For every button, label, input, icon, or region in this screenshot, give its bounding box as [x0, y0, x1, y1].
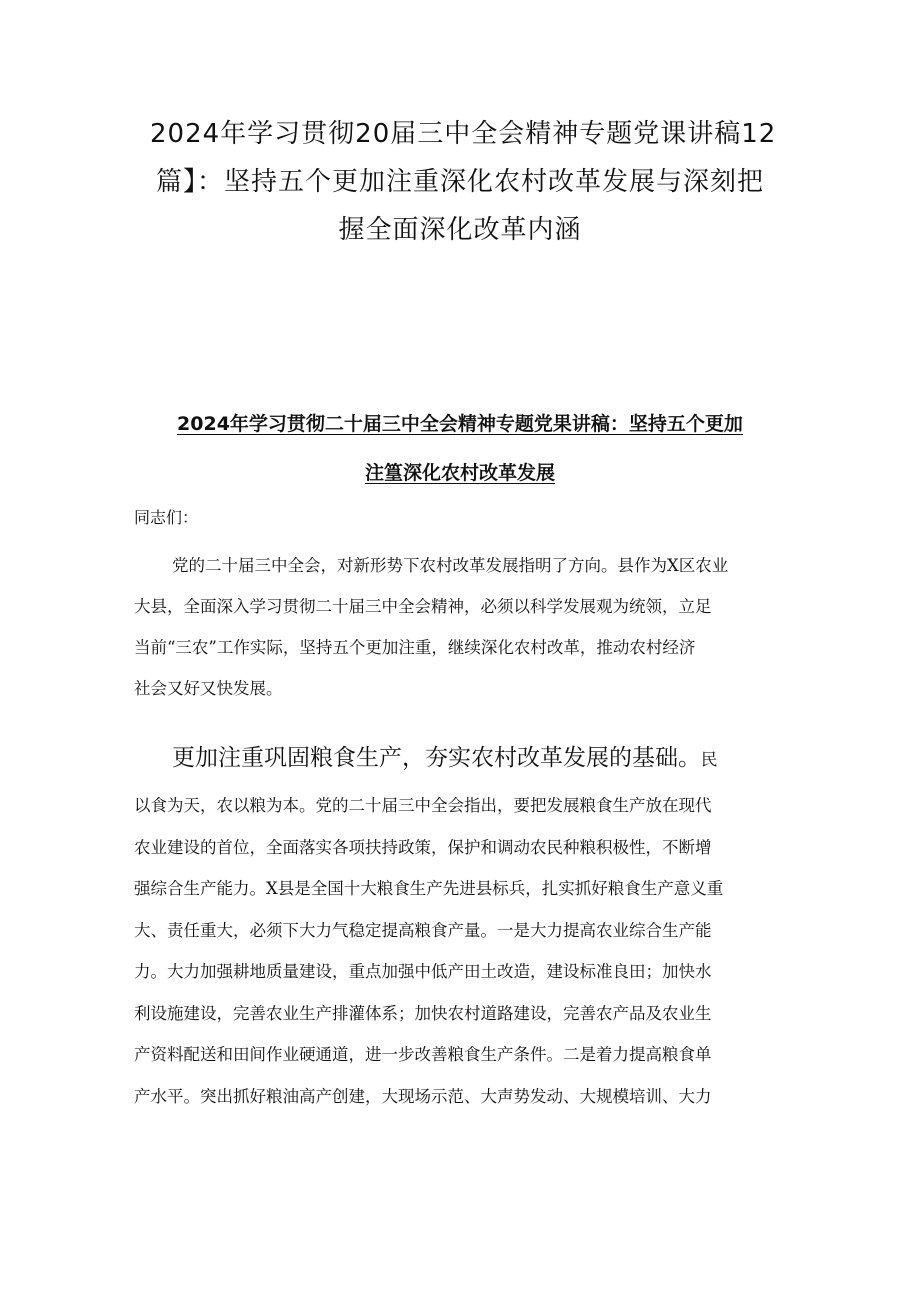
section-heading-tail: 民	[701, 750, 718, 769]
paragraph-line: 大县，全面深入学习贯彻二十届三中全会精神，必须以科学发展观为统领，立足	[134, 597, 712, 616]
subtitle-line: 注篁深化农村改革发展	[364, 462, 555, 484]
section-heading-line	[134, 733, 786, 785]
title-line: 2024年学习贯彻20届三中全会精神专题党课讲稿12	[150, 119, 777, 149]
title-line: 握全面深化改革内涵	[338, 215, 582, 245]
section-heading: 更加注重巩固粮食生产，夯实农村改革发展的基础。	[172, 745, 701, 771]
title-line: 篇】：坚持五个更加注重深化农村改革发展与深刻把	[155, 167, 764, 197]
paragraph-line: 利设施建设，完善农业生产排灌体系；加快农村道路建设，完善农产品及农业生	[134, 1003, 712, 1023]
subtitle-line: 2024年学习贯彻二十届三中全会精神专题党果讲稿：坚持五个更加	[177, 413, 743, 435]
paragraph-line: 力。大力加强耕地质量建设，重点加强中低产田土改造，建设标准良田；加快水	[134, 962, 712, 981]
paragraph-line: 社会又好又快发展。	[134, 679, 283, 698]
paragraph-line: 产资料配送和田间作业硬通道，进一步改善粮食生产条件。二是着力提高粮食单	[134, 1045, 712, 1064]
document-title	[150, 110, 777, 254]
paragraph-line: 党的二十届三中全会，对新形势下农村改革发展指明了方向。县作为X区农业	[172, 556, 729, 575]
paragraph-grain	[134, 733, 786, 1117]
paragraph-line: 大、责任重大，必须下大力气稳定提高粮食产量。一是大力提高农业综合生产能	[134, 920, 712, 940]
paragraph-line: 以食为天，农以粮为本。党的二十届三中全会指出，要把发展粮食生产放在现代	[134, 796, 712, 815]
salutation: 同志们：	[134, 508, 199, 527]
paragraph-line: 强综合生产能力。X县是全国十大粮食生产先进县标兵，扎实抓好粮食生产意义重	[134, 879, 724, 898]
paragraph-line: 产水平。突出抓好粮油高产创建，大现场示范、大声势发动、大规模培训、大力	[134, 1086, 712, 1106]
paragraph-line: 当前“三农”工作实际，坚持五个更加注重，继续深化农村改革，推动农村经济	[134, 638, 696, 657]
paragraph-intro	[134, 545, 786, 709]
paragraph-line: 农业建设的首位，全面落实各项扶持政策，保护和调动农民种粮积极性，不断增	[134, 837, 712, 857]
document-subtitle	[110, 400, 810, 498]
